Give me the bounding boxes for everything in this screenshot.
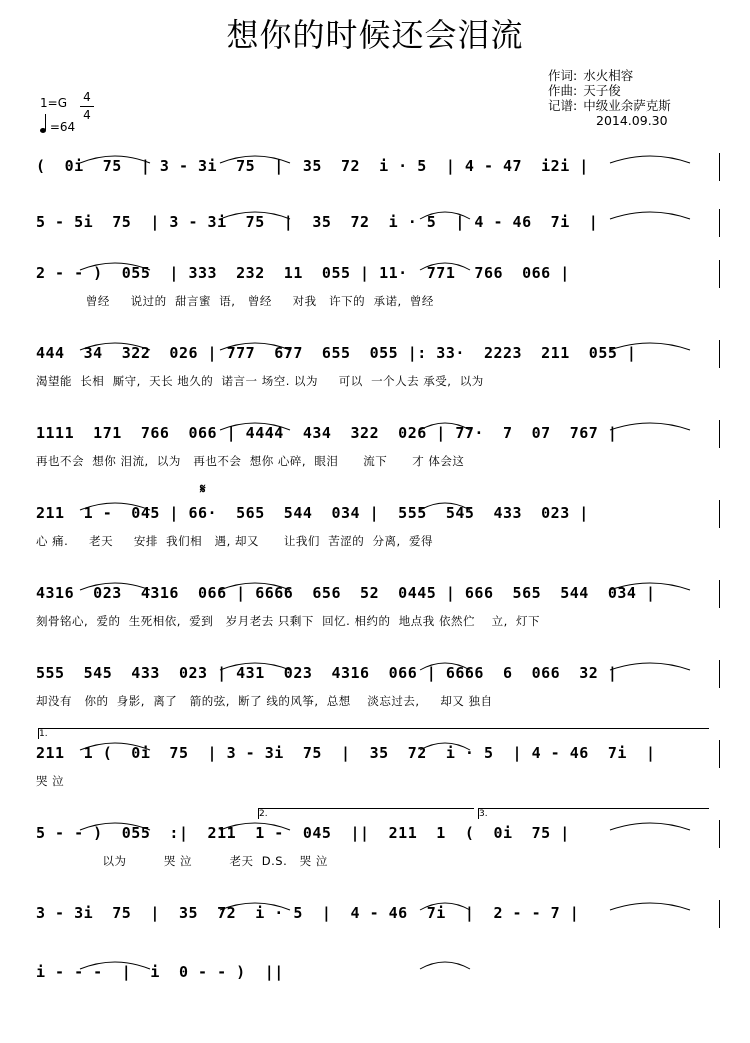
score-line: [0, 344, 750, 424]
notes: 3 - 3i 75 | 35 72 i · 5 | 4 - 46 7i | 2 - - 7 |: [36, 904, 580, 922]
lyricist-label: 作词:: [548, 68, 578, 83]
volta-2-label: 2.: [259, 809, 268, 819]
barline: [719, 420, 720, 448]
quarter-note-icon: [40, 128, 46, 133]
segno-icon: 𝄋: [200, 482, 206, 497]
volta-1-label: 1.: [39, 729, 48, 739]
barline: [719, 660, 720, 688]
score-line: [0, 963, 750, 1043]
barline: [719, 820, 720, 848]
score-line: [0, 424, 750, 504]
key-signature: 1=G: [40, 96, 67, 110]
notes: 211 1 - 045 | 66· 565 544 034 | 555 545 433 023 |: [36, 504, 589, 522]
barline: [719, 740, 720, 768]
key-signature-block: [40, 90, 91, 134]
composer-label: 作曲:: [548, 83, 578, 98]
tempo: [40, 120, 120, 134]
notes: 5 - 5i 75 | 3 - 3i 75 | 35 72 i · 5 | 4 - 46 7i |: [36, 213, 599, 231]
time-signature: [80, 90, 94, 123]
notes: ( 0i 75 | 3 - 3i 75 | 35 72 i · 5 | 4 - 47 i2i |: [36, 157, 589, 175]
score-line: [0, 504, 750, 584]
barline: [719, 153, 720, 181]
transcriber-label: 记谱:: [548, 98, 578, 113]
song-title: 想你的时候还会泪流: [226, 16, 524, 54]
volta-3-label: 3.: [479, 809, 488, 819]
composer: 天子俊: [583, 83, 621, 98]
lyrics: 曾经 说过的 甜言蜜 语, 曾经 对我 许下的 承诺, 曾经: [36, 294, 434, 308]
lyricist: 水火相容: [583, 68, 634, 83]
barline: [719, 580, 720, 608]
notes: 5 - - ) 055 :| 211 1 - 045 || 211 1 ( 0i 75 |: [36, 824, 570, 842]
credits: [548, 68, 677, 128]
notes: 2 - - ) 055 | 333 232 11 055 | 11· 771 766 066 |: [36, 264, 570, 282]
time-bottom: 4: [83, 108, 91, 122]
notes: 4316 023 4316 066 | 6666 656 52 0445 | 666 565 544 034 |: [36, 584, 656, 602]
notes: 1111 171 766 066 | 4444 434 322 026 | 77· 7 07 767 |: [36, 424, 618, 442]
notes: 444 34 322 026 | 777 677 655 055 |: 33· 2223 211 055 |: [36, 344, 637, 362]
lyrics: 刻骨铭心, 爱的 生死相依, 爱到 岁月老去 只剩下 回忆. 相约的 地点我 依然伫 立, 灯下: [36, 614, 541, 628]
lyrics: 心 痛. 老天 安排 我们相 遇, 却又 让我们 苦涩的 分离, 爱得: [36, 534, 433, 548]
lyrics: 以为 哭 泣 老天 D.S. 哭 泣: [36, 854, 328, 868]
score-line: [0, 664, 750, 744]
transcriber: 中级业余萨克斯: [583, 98, 671, 113]
notes: i - - - | i 0 - - ) ||: [36, 963, 284, 981]
barline: [719, 260, 720, 288]
lyrics: 哭 泣: [36, 774, 65, 788]
score-line: [0, 824, 750, 904]
barline: [719, 209, 720, 237]
barline: [719, 900, 720, 928]
score-line: [0, 264, 750, 344]
notes: 211 1 ( 0i 75 | 3 - 3i 75 | 35 72 i · 5 | 4 - 46 7i |: [36, 744, 656, 762]
barline: [719, 340, 720, 368]
lyrics: 却没有 你的 身影, 离了 箭的弦, 断了 线的风筝, 总想 淡忘过去, 却又 独自: [36, 694, 493, 708]
lyrics: 渴望能 长相 厮守, 天长 地久的 诺言一 场空. 以为 可以 一个人去 承受, 以为: [36, 374, 484, 388]
barline: [719, 500, 720, 528]
score-line: [0, 584, 750, 664]
tempo-value: =64: [49, 120, 76, 134]
score-line: [0, 744, 750, 824]
date: 2014.09.30: [596, 113, 668, 128]
time-top: 4: [83, 90, 91, 104]
notes: 555 545 433 023 | 431 023 4316 066 | 6666 6 066 32 |: [36, 664, 618, 682]
lyrics: 再也不会 想你 泪流, 以为 再也不会 想你 心碎, 眼泪 流下 才 体会这: [36, 454, 465, 468]
